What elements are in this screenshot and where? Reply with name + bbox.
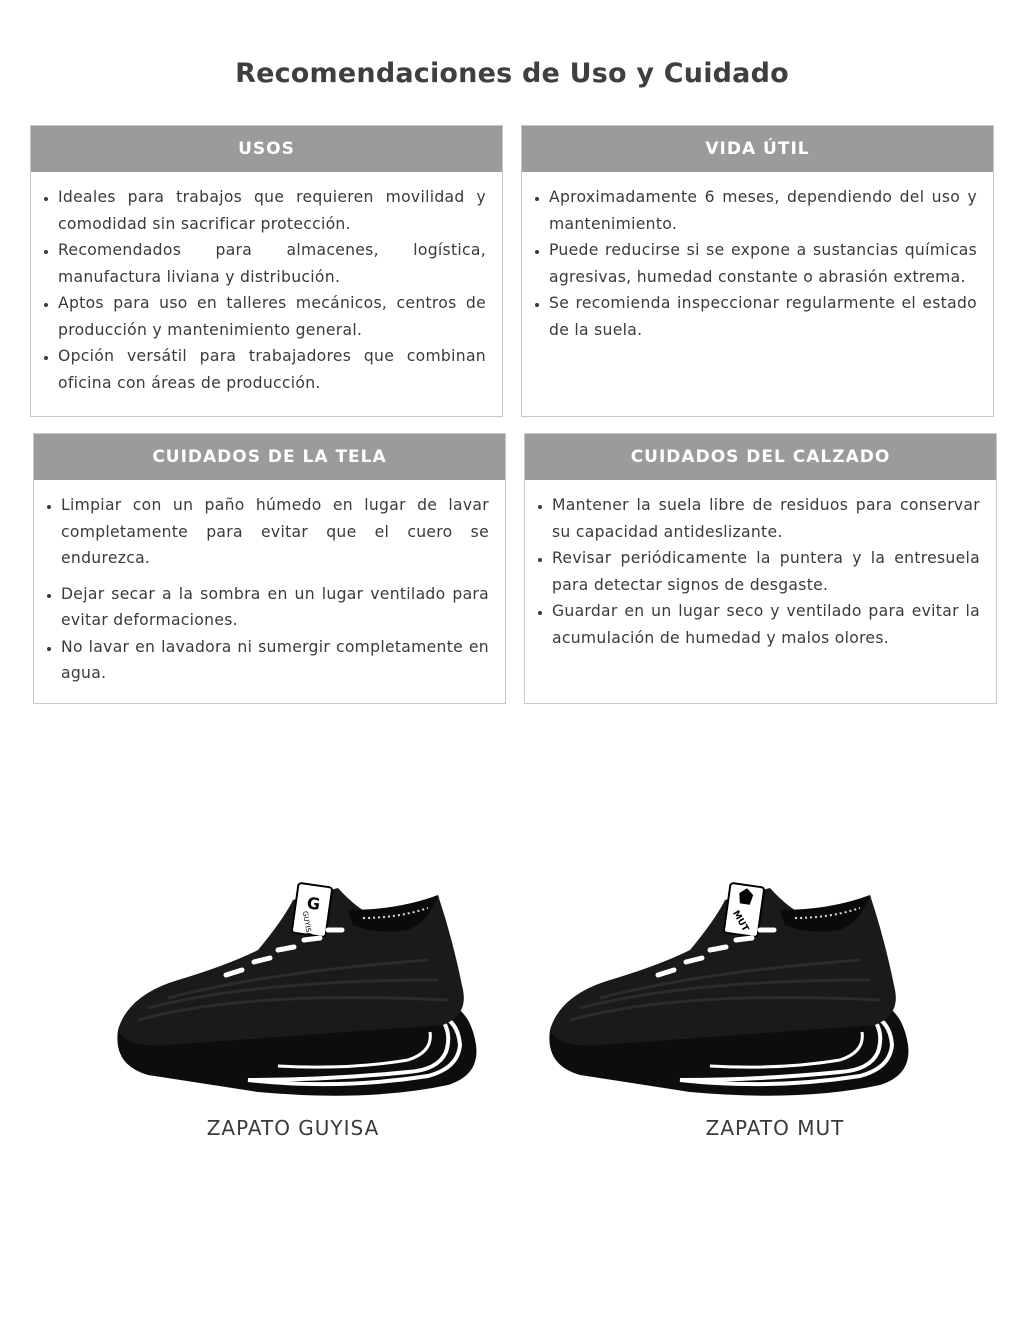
sneaker-icon [108,880,488,1105]
list-item: • Recomendados para almacenes, logística, manufactura liviana y distribución. [58,237,486,290]
tag-text: GUYISA [300,910,314,938]
list-item: • Ideales para trabajos que requieren movilidad y comodidad sin sacrificar protección. [58,184,486,237]
page-title: Recomendaciones de Uso y Cuidado [235,58,789,89]
list-item: • Aproximadamente 6 meses, dependiendo del uso y mantenimiento. [549,184,977,237]
card-vida-util [521,125,994,417]
tag-letter: G [305,893,322,914]
card-heading: VIDA ÚTIL [522,126,993,172]
bullet-list [34,480,505,687]
tag-text: MUT [730,909,751,934]
list-item: • Puede reducirse si se expone a sustancias químicas agresivas, humedad constante o abrasión extrema. [549,237,977,290]
list-item: • Opción versátil para trabajadores que combinan oficina con áreas de producción. [58,343,486,396]
sneaker-icon [540,880,920,1105]
list-item: • Dejar secar a la sombra en un lugar ventilado para evitar deformaciones. [61,581,489,634]
list-item: • No lavar en lavadora ni sumergir completamente en agua. [61,634,489,687]
bullet-list [525,480,996,651]
product-caption-mut: ZAPATO MUT [705,1116,845,1140]
bullet-list [31,172,502,396]
card-heading: USOS [31,126,502,172]
product-caption-guyisa: ZAPATO GUYISA [206,1116,380,1140]
card-heading: CUIDADOS DE LA TELA [34,434,505,480]
card-cuidados-tela [33,433,506,704]
list-item: • Limpiar con un paño húmedo en lugar de lavar completamente para evitar que el cuero se endurezca. [61,492,489,572]
bullet-list [522,172,993,343]
card-heading: CUIDADOS DEL CALZADO [525,434,996,480]
card-usos [30,125,503,417]
card-cuidados-calzado [524,433,997,704]
list-item: • Revisar periódicamente la puntera y la entresuela para detectar signos de desgaste. [552,545,980,598]
list-item: • Guardar en un lugar seco y ventilado para evitar la acumulación de humedad y malos olores. [552,598,980,651]
list-item: • Aptos para uso en talleres mecánicos, centros de producción y mantenimiento general. [58,290,486,343]
list-item: • Mantener la suela libre de residuos para conservar su capacidad antideslizante. [552,492,980,545]
list-item: • Se recomienda inspeccionar regularmente el estado de la suela. [549,290,977,343]
